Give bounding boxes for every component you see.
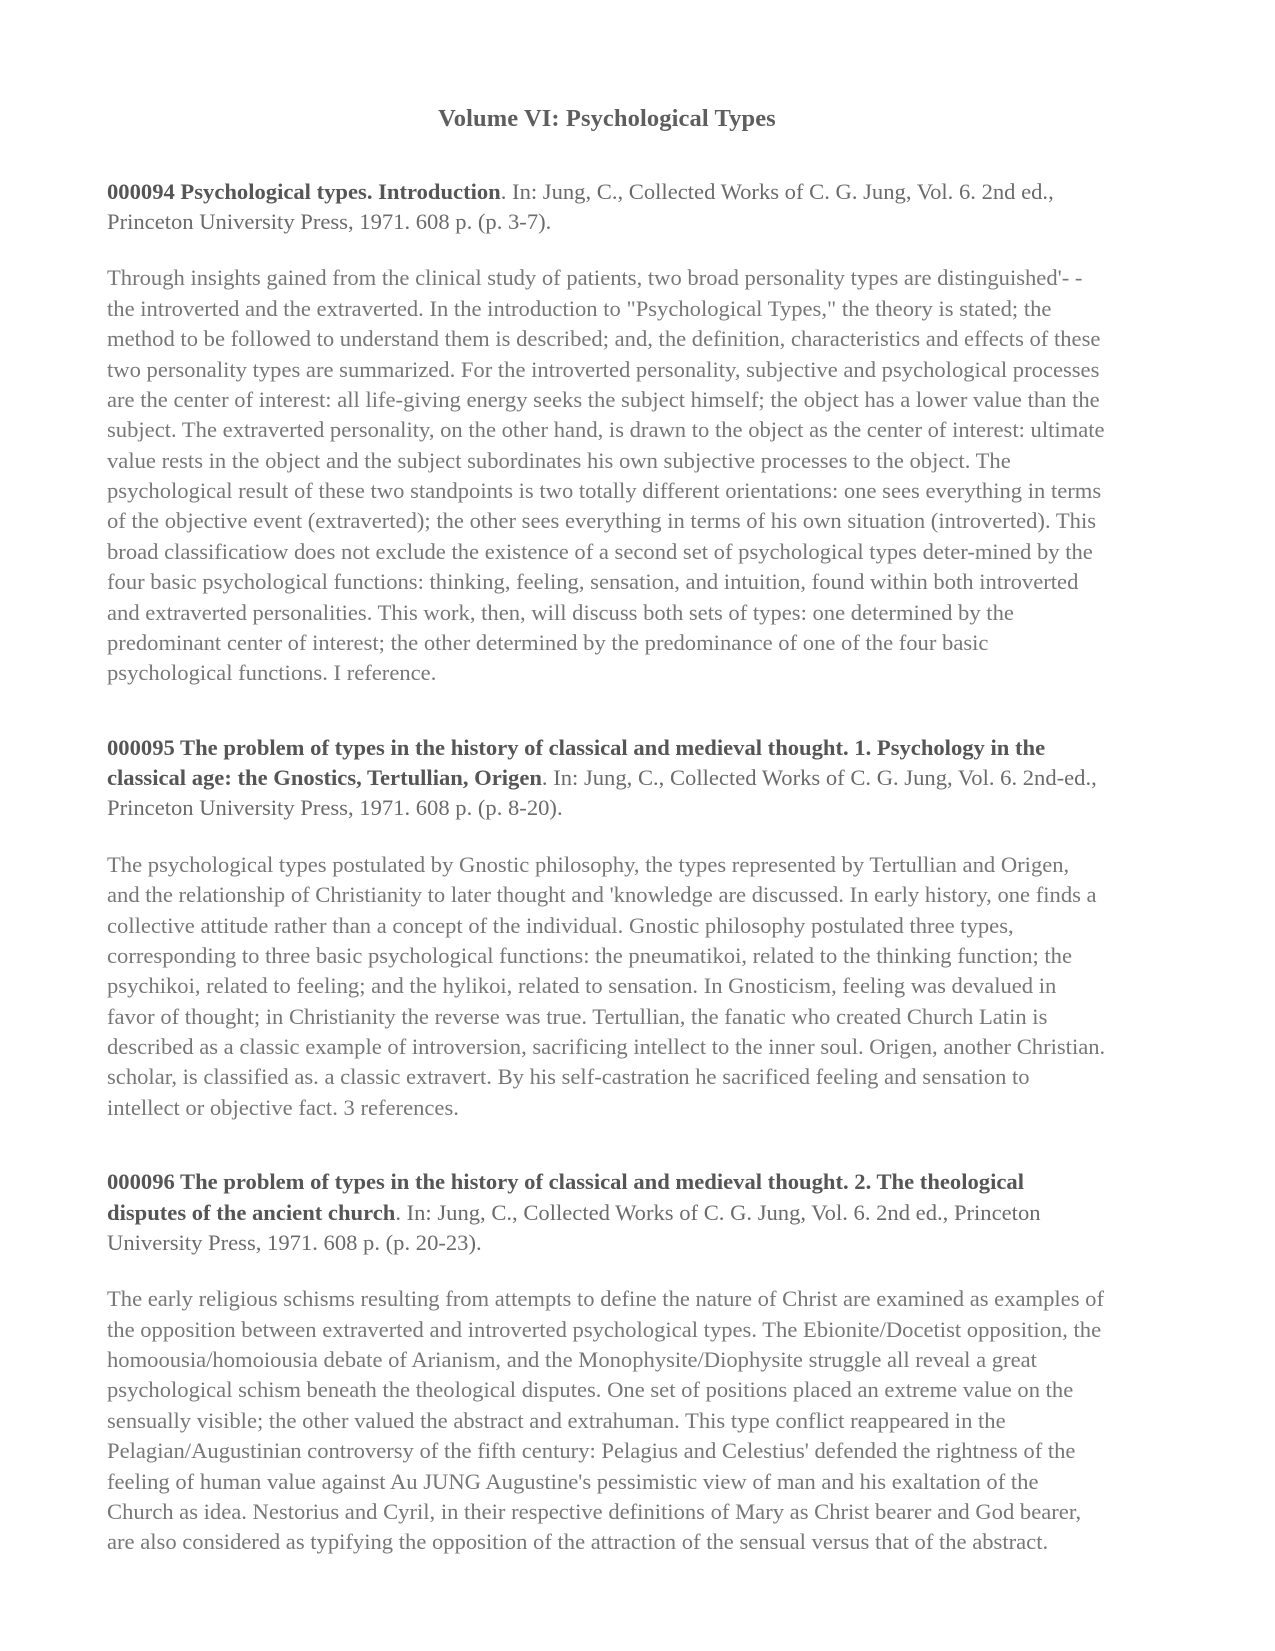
entry-abstract: The early religious schisms resulting from attempts to define the nature of Christ are examined as examples of the opposition between extraverted and introverted psychological types. The Ebionite/Docetist opposition, the homoousia/homoiousia debate of Arianism, and the Monophysite/Diophysite struggle all reveal a great psychological schism beneath the theological disputes. One set of positions placed an extreme value on the sensually visible; the other valued the abstract and extrahuman. This type conflict reappeared in the Pelagian/Augustinian controversy of the fifth century: Pelagius and Celestius' defended the rightness of the feeling of human value against Au JUNG Augustine's pessimistic view of man and his exaltation of the Church as idea. Nestorius and Cyril, in their respective definitions of Mary as Christ bearer and God bearer, are also considered as typifying the opposition of the attraction of the sensual versus that of the abstract. <box>107 1286 1104 1555</box>
entry-abstract: The psychological types postulated by Gnostic philosophy, the types represented by Tertullian and Origen, and the relationship of Christianity to later thought and 'knowledge are discussed. In early history, one finds a collective attitude rather than a concept of the individual. Gnostic philosophy postulated three types, corresponding to three basic psychological functions: the pneumatikoi, related to the thinking function; the psychikoi, related to feeling; and the hylikoi, related to sensation. In Gnosticism, feeling was devalued in favor of thought; in Christianity the reverse was true. Tertullian, the fanatic who created Church Latin is described as a classic example of introversion, sacrificing intellect to the inner soul. Origen, another Christian. scholar, is classified as. a classic extravert. By his self-castration he sacrificed feeling and sensation to intellect or objective fact. 3 references. <box>107 851 1106 1120</box>
bibliography-entry <box>107 177 1107 689</box>
entry-citation-source: . In: Jung, C., Collected Works of C. G. Jung, Vol. 6. 2nd ed., Princeton University Press, 1971. 608 p. (p. 20-23). <box>107 1199 1041 1255</box>
entry-citation-title: 000095 The problem of types in the history of classical and medieval thought. 1. Psychology in the classical age: the Gnostics, Tertullian, Origen <box>107 734 1046 790</box>
entry-citation-title: 000096 The problem of types in the history of classical and medieval thought. 2. The theological disputes of the ancient church <box>107 1169 1024 1225</box>
entry-citation <box>107 733 1107 824</box>
page-title: Volume VI: Psychological Types <box>438 105 776 132</box>
document-content <box>107 104 1107 1584</box>
entry-abstract: Through insights gained from the clinical study of patients, two broad personality types are distinguished'- -the introverted and the extraverted. In the introduction to "Psychological Types," the theory is stated; the method to be followed to understand them is described; and, the definition, characteristics and effects of these two personality types are summarized. For the introverted personality, subjective and psychological processes are the center of interest: all life-giving energy seeks the subject himself; the object has a lower value than the subject. The extraverted personality, on the other hand, is drawn to the object as the center of interest: ultimate value rests in the object and the subject subordinates his own subjective processes to the object. The psychological result of these two standpoints is two totally different orientations: one sees everything in terms of the objective event (extraverted); the other sees everything in terms of his own situation (introverted). This broad classificatiow does not exclude the existence of a second set of psychological types deter-mined by the four basic psychological functions: thinking, feeling, sensation, and intuition, found within both introverted and extraverted personalities. This work, then, will discuss both sets of types: one determined by the predominant center of interest; the other determined by the predominance of one of the four basic psychological functions. I reference. <box>107 265 1105 686</box>
entry-citation-source: . In: Jung, C., Collected Works of C. G. Jung, Vol. 6. 2nd ed., Princeton University Press, 1971. 608 p. (p. 3-7). <box>107 178 1054 234</box>
entry-citation <box>107 1167 1107 1258</box>
entry-citation-title: 000094 Psychological types. Introduction <box>107 178 501 204</box>
bibliography-entry <box>107 733 1107 1124</box>
entry-citation <box>107 177 1107 238</box>
entry-citation-source: . In: Jung, C., Collected Works of C. G. Jung, Vol. 6. 2nd-ed., Princeton University Press, 1971. 608 p. (p. 8-20). <box>107 765 1097 821</box>
bibliography-entry <box>107 1167 1107 1558</box>
